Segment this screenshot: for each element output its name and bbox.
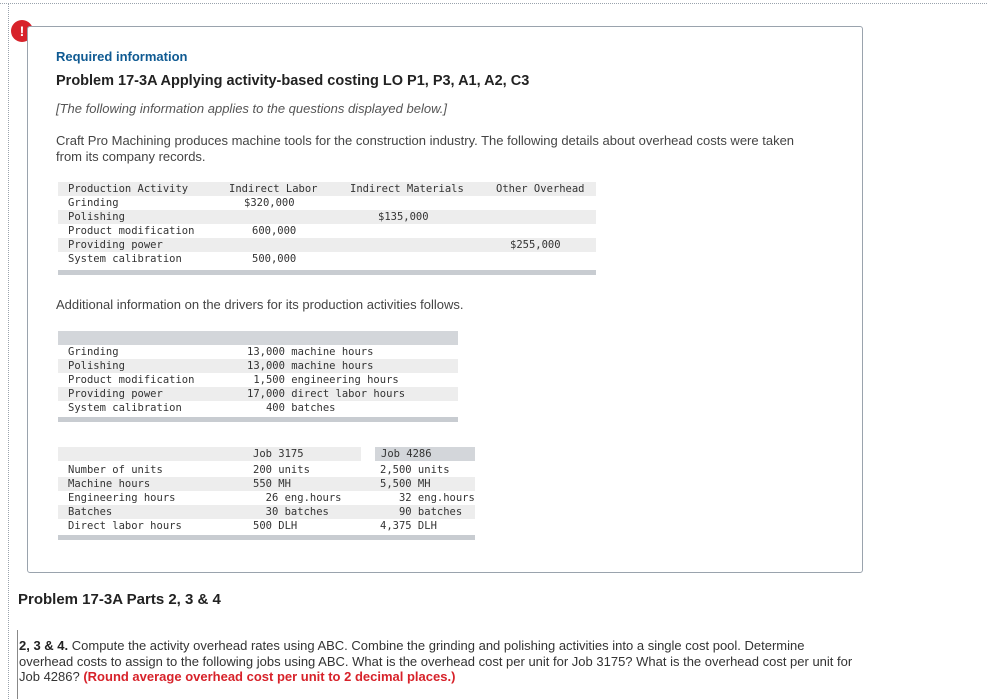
table-row (58, 519, 475, 533)
activity-cell: Polishing (68, 360, 125, 372)
rounding-instruction: (Round average overhead cost per unit to 2 decimal places.) (83, 669, 456, 684)
job2-cell: 4,375 DLH (380, 520, 437, 532)
header-indirect-materials: Indirect Materials (350, 183, 464, 195)
table-bottom-bar (58, 535, 475, 540)
job1-cell: 500 DLH (253, 520, 298, 532)
job1-cell: 26 eng.hours (253, 492, 342, 504)
table-bottom-bar (58, 417, 458, 422)
labor-cell: 500,000 (252, 253, 297, 265)
table-row (58, 210, 596, 224)
top-border (0, 3, 987, 4)
activity-cell: Grinding (68, 346, 119, 358)
question-text (19, 638, 859, 685)
job1-cell: 30 batches (253, 506, 329, 518)
table-row (58, 387, 458, 401)
header-other-overhead: Other Overhead (496, 183, 585, 195)
job1-cell: 200 units (253, 464, 310, 476)
question-number: 2, 3 & 4. (19, 638, 69, 653)
activity-cell: Product modification (68, 374, 195, 386)
materials-cell: $135,000 (378, 211, 429, 223)
table-header-bar (58, 331, 458, 345)
activity-cell: Providing power (68, 388, 163, 400)
label-cell: Machine hours (68, 478, 151, 490)
required-information-heading: Required information (56, 49, 188, 64)
job2-cell: 32 eng.hours (380, 492, 475, 504)
table-bottom-bar (58, 270, 596, 275)
labor-cell: $320,000 (244, 197, 295, 209)
jobs-table (58, 447, 475, 540)
table-row (58, 373, 458, 387)
table-row (58, 463, 475, 477)
driver-cell: 17,000 direct labor hours (247, 388, 406, 400)
label-cell: Batches (68, 506, 113, 518)
header-indirect-labor: Indirect Labor (229, 183, 318, 195)
alert-icon: ! (11, 20, 33, 42)
activity-cell: Product modification (68, 225, 195, 237)
problem-title: Problem 17-3A Applying activity-based costing LO P1, P3, A1, A2, C3 (56, 73, 530, 89)
driver-cell: 1,500 engineering hours (247, 374, 399, 386)
section-title: Problem 17-3A Parts 2, 3 & 4 (18, 591, 221, 608)
activity-cell: Grinding (68, 197, 119, 209)
labor-cell: 600,000 (252, 225, 297, 237)
additional-info-paragraph: Additional information on the drivers for its production activities follows. (56, 297, 464, 312)
driver-cell: 400 batches (247, 402, 336, 414)
table-header-row (58, 447, 475, 461)
table-row (58, 401, 458, 415)
header-production-activity: Production Activity (68, 183, 189, 195)
table-row (58, 505, 475, 519)
applies-note: [The following information applies to the questions displayed below.] (56, 101, 447, 116)
header-spacer (58, 447, 248, 461)
driver-cell: 13,000 machine hours (247, 346, 374, 358)
table-row (58, 359, 458, 373)
other-cell: $255,000 (510, 239, 561, 251)
table-row (58, 345, 458, 359)
job1-cell: 550 MH (253, 478, 291, 490)
activity-cell: Polishing (68, 211, 125, 223)
job2-cell: 90 batches (380, 506, 463, 518)
activity-driver-table (58, 331, 458, 422)
question-body: Compute the activity overhead rates using ABC. Combine the grinding and polishing activities into a single cost pool. Determine overhead costs to assign to the following jobs using ABC. What is the overhead cost per unit for Job 3175? What is the overhead cost per unit for Job 4286? (19, 638, 853, 684)
table-row (58, 224, 596, 238)
intro-paragraph: Craft Pro Machining produces machine tools for the construction industry. The following details about overhead costs were taken from its company records. (56, 133, 795, 164)
overhead-cost-table (58, 182, 596, 275)
question-left-rule (17, 630, 18, 699)
left-border (8, 3, 9, 699)
table-row (58, 196, 596, 210)
table-row (58, 491, 475, 505)
job2-cell: 2,500 units (380, 464, 450, 476)
table-row (58, 477, 475, 491)
label-cell: Engineering hours (68, 492, 176, 504)
label-cell: Number of units (68, 464, 163, 476)
required-information-card (27, 26, 863, 573)
job2-cell: 5,500 MH (380, 478, 431, 490)
activity-cell: System calibration (68, 402, 182, 414)
table-header-row (58, 182, 596, 196)
label-cell: Direct labor hours (68, 520, 182, 532)
header-job-4286: Job 4286 (375, 447, 475, 461)
table-row (58, 238, 596, 252)
table-row (58, 252, 596, 266)
activity-cell: System calibration (68, 253, 182, 265)
activity-cell: Providing power (68, 239, 163, 251)
driver-cell: 13,000 machine hours (247, 360, 374, 372)
header-job-3175: Job 3175 (248, 447, 361, 461)
